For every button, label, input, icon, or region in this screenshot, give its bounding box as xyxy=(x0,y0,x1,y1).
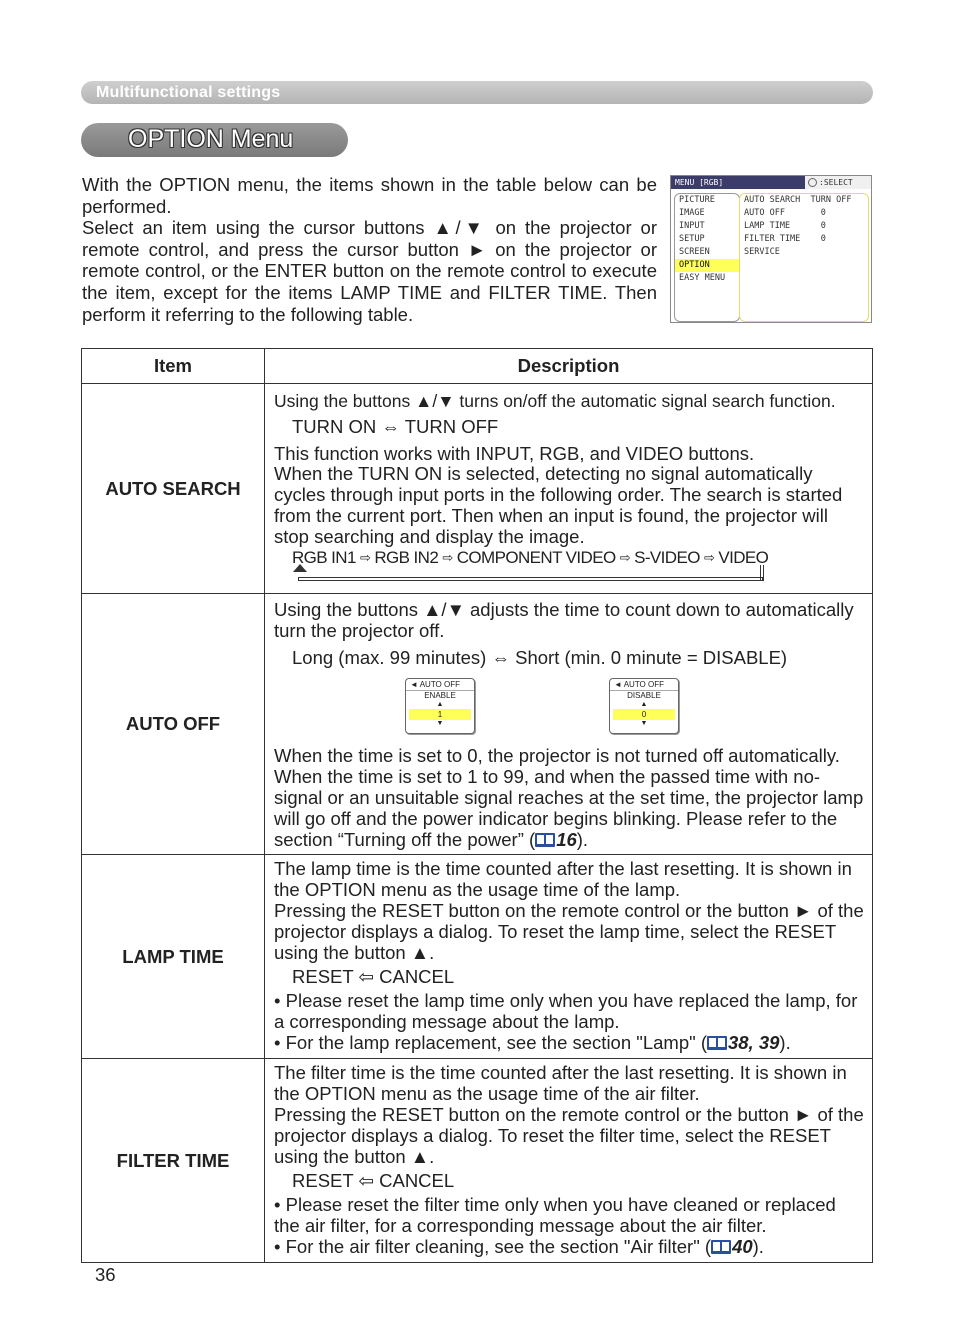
auto-search-line-2: TURN ON ⇔ TURN OFF xyxy=(292,415,499,437)
menu-select-label: :SELECT xyxy=(819,178,853,187)
widget-title: AUTO OFF xyxy=(419,680,460,690)
auto-off-line-1: Using the buttons ▲/▼ adjusts the time to count down to automatically turn the projector off. xyxy=(274,599,854,641)
book-reference-icon xyxy=(707,1036,727,1050)
auto-off-line-4-text: When the time is set to 1 to 99, and when the passed time with no-signal or an unsuitable signal reaches at the set time, the projector lamp will go off and the power indicator begins blinking. Please refer to the section “Turning off the power” ( xyxy=(274,766,864,850)
filter-time-line-3: RESET ⇦ CANCEL xyxy=(292,1170,455,1192)
lamp-time-line-5-end: ). xyxy=(779,1031,791,1053)
lamp-time-line-5 xyxy=(274,1033,864,1054)
auto-search-line-3: This function works with INPUT, RGB, and VIDEO buttons. xyxy=(274,442,755,464)
table-row-auto-off xyxy=(82,594,873,855)
auto-off-disable-widget xyxy=(609,678,679,734)
menu-right-list xyxy=(739,193,869,322)
menu-item-input: INPUT xyxy=(679,221,705,231)
auto-off-line-4-end: ). xyxy=(576,828,589,850)
left-arrow-icon: ◄ xyxy=(410,680,418,690)
up-arrow-icon: ▲ xyxy=(640,701,648,709)
section-header-bar xyxy=(81,81,873,104)
intro-paragraph-2: Select an item using the cursor buttons ▲/▼ on the projector or remote control, and press the cursor button ► on the projector or remote control, or the ENTER button on the remote control to execute the item, except for the items LAMP TIME and FILTER TIME. Then perform it referring to the following table. xyxy=(82,217,657,325)
menu-item-picture: PICTURE xyxy=(679,195,715,205)
menu-row-auto-off: AUTO OFF 0 xyxy=(744,208,826,218)
desc-auto-off xyxy=(265,594,873,855)
menu-row-lamp-time: LAMP TIME 0 xyxy=(744,221,826,231)
seq-rgb-in1: RGB IN1 xyxy=(292,547,356,567)
intro-paragraph-1: With the OPTION menu, the items shown in the table below can be performed. xyxy=(82,174,657,217)
lamp-time-line-4: • Please reset the lamp time only when you have replaced the lamp, for a corresponding message about the lamp. xyxy=(274,990,858,1032)
select-dial-icon xyxy=(808,178,817,187)
book-reference-icon xyxy=(711,1240,731,1254)
menu-item-image: IMAGE xyxy=(679,208,705,218)
auto-search-line-4: When the TURN ON is selected, detecting no signal automatically cycles through input ports in the following order. The search is started from the current port. Then when an input is found, the projector will stop searching and display the image. xyxy=(274,463,843,547)
widget-value: 1 xyxy=(409,709,471,720)
widget-title: AUTO OFF xyxy=(623,680,664,690)
menu-row-auto-search: AUTO SEARCH TURN OFF xyxy=(744,195,852,205)
lamp-time-line-5-text: • For the lamp replacement, see the section "Lamp" ( xyxy=(274,1031,707,1053)
widget-value: 0 xyxy=(613,709,675,720)
auto-off-widgets xyxy=(274,678,864,740)
menu-row-filter-time: FILTER TIME 0 xyxy=(744,234,826,244)
page-reference: 16 xyxy=(556,828,577,850)
page-reference: 38, 39 xyxy=(727,1031,780,1053)
down-arrow-icon: ▼ xyxy=(436,720,444,728)
option-table xyxy=(81,348,873,1263)
menu-item-setup: SETUP xyxy=(679,234,705,244)
filter-time-line-5-end: ). xyxy=(752,1235,764,1257)
menu-header xyxy=(671,176,871,189)
menu-select-hint xyxy=(805,176,871,189)
menu-item-screen: SCREEN xyxy=(679,247,710,257)
option-menu-screenshot xyxy=(670,175,872,323)
seq-arrow-icon: ⇨ xyxy=(703,549,715,565)
item-lamp-time: LAMP TIME xyxy=(82,855,265,1059)
auto-off-line-4 xyxy=(274,767,864,850)
lamp-time-line-1: The lamp time is the time counted after the last resetting. It is shown in the OPTION menu as the usage time of the lamp. xyxy=(274,858,852,901)
page-reference: 40 xyxy=(732,1235,753,1257)
filter-time-line-1: The filter time is the time counted after the last resetting. It is shown in the OPTION menu as the usage time of the air filter. xyxy=(274,1062,847,1105)
page-title-pill xyxy=(81,123,348,157)
seq-arrow-icon: ⇨ xyxy=(359,549,371,565)
lamp-time-line-2: Pressing the RESET button on the remote control or the button ► of the projector displays a dialog. To reset the lamp time, select the RESET using the button ▲. xyxy=(274,899,864,963)
page-number: 36 xyxy=(95,1264,116,1285)
auto-off-line-3: When the time is set to 0, the projector is not turned off automatically. xyxy=(274,745,840,767)
auto-search-line-1: Using the buttons ▲/▼ turns on/off the automatic signal search function. xyxy=(274,391,836,411)
seq-arrow-icon: ⇨ xyxy=(442,549,453,565)
lamp-time-line-3: RESET ⇦ CANCEL xyxy=(292,966,455,988)
item-filter-time: FILTER TIME xyxy=(82,1059,265,1263)
desc-filter-time xyxy=(265,1059,873,1263)
page-title: OPTION Menu xyxy=(128,125,294,153)
table-row-lamp-time xyxy=(82,855,873,1059)
left-arrow-icon: ◄ xyxy=(614,680,622,690)
item-auto-search: AUTO SEARCH xyxy=(82,384,265,594)
menu-row-service: SERVICE xyxy=(744,247,780,257)
loop-back-arrow-icon xyxy=(294,568,764,584)
table-row-filter-time xyxy=(82,1059,873,1263)
auto-off-line-2: Long (max. 99 minutes) ⇔ Short (min. 0 minute = DISABLE) xyxy=(292,646,788,668)
filter-time-line-5-text: • For the air filter cleaning, see the section "Air filter" ( xyxy=(274,1235,712,1257)
menu-item-easy-menu: EASY MENU xyxy=(679,273,726,283)
desc-auto-search xyxy=(265,384,873,594)
auto-off-enable-widget xyxy=(405,678,475,734)
menu-item-option: OPTION xyxy=(675,259,739,272)
item-auto-off: AUTO OFF xyxy=(82,594,265,855)
widget-status: ENABLE xyxy=(424,691,456,701)
input-sequence xyxy=(274,548,864,569)
filter-time-line-5 xyxy=(274,1237,864,1258)
intro-text xyxy=(82,174,657,325)
seq-arrow-icon: ⇨ xyxy=(619,549,630,565)
menu-left-list xyxy=(674,193,740,322)
up-arrow-icon: ▲ xyxy=(436,701,444,709)
seq-s-video: S-VIDEO xyxy=(634,547,700,567)
column-header-item: Item xyxy=(82,349,265,384)
section-title: Multifunctional settings xyxy=(96,84,281,101)
menu-header-label: MENU [RGB] xyxy=(675,178,724,187)
widget-status: DISABLE xyxy=(627,691,661,701)
seq-video: VIDEO xyxy=(718,547,769,567)
filter-time-line-4: • Please reset the filter time only when you have cleaned or replaced the air filter, for a corresponding message about the air filter. xyxy=(274,1194,836,1236)
seq-component-video: COMPONENT VIDEO xyxy=(456,547,616,567)
book-reference-icon xyxy=(535,833,555,847)
table-row-auto-search xyxy=(82,384,873,594)
seq-rgb-in2: RGB IN2 xyxy=(374,547,439,567)
down-arrow-icon: ▼ xyxy=(640,720,648,728)
desc-lamp-time xyxy=(265,855,873,1059)
filter-time-line-2: Pressing the RESET button on the remote control or the button ► of the projector displays a dialog. To reset the filter time, select the RESET using the button ▲. xyxy=(274,1103,864,1167)
column-header-description: Description xyxy=(265,349,873,384)
table-header-row xyxy=(82,349,873,384)
